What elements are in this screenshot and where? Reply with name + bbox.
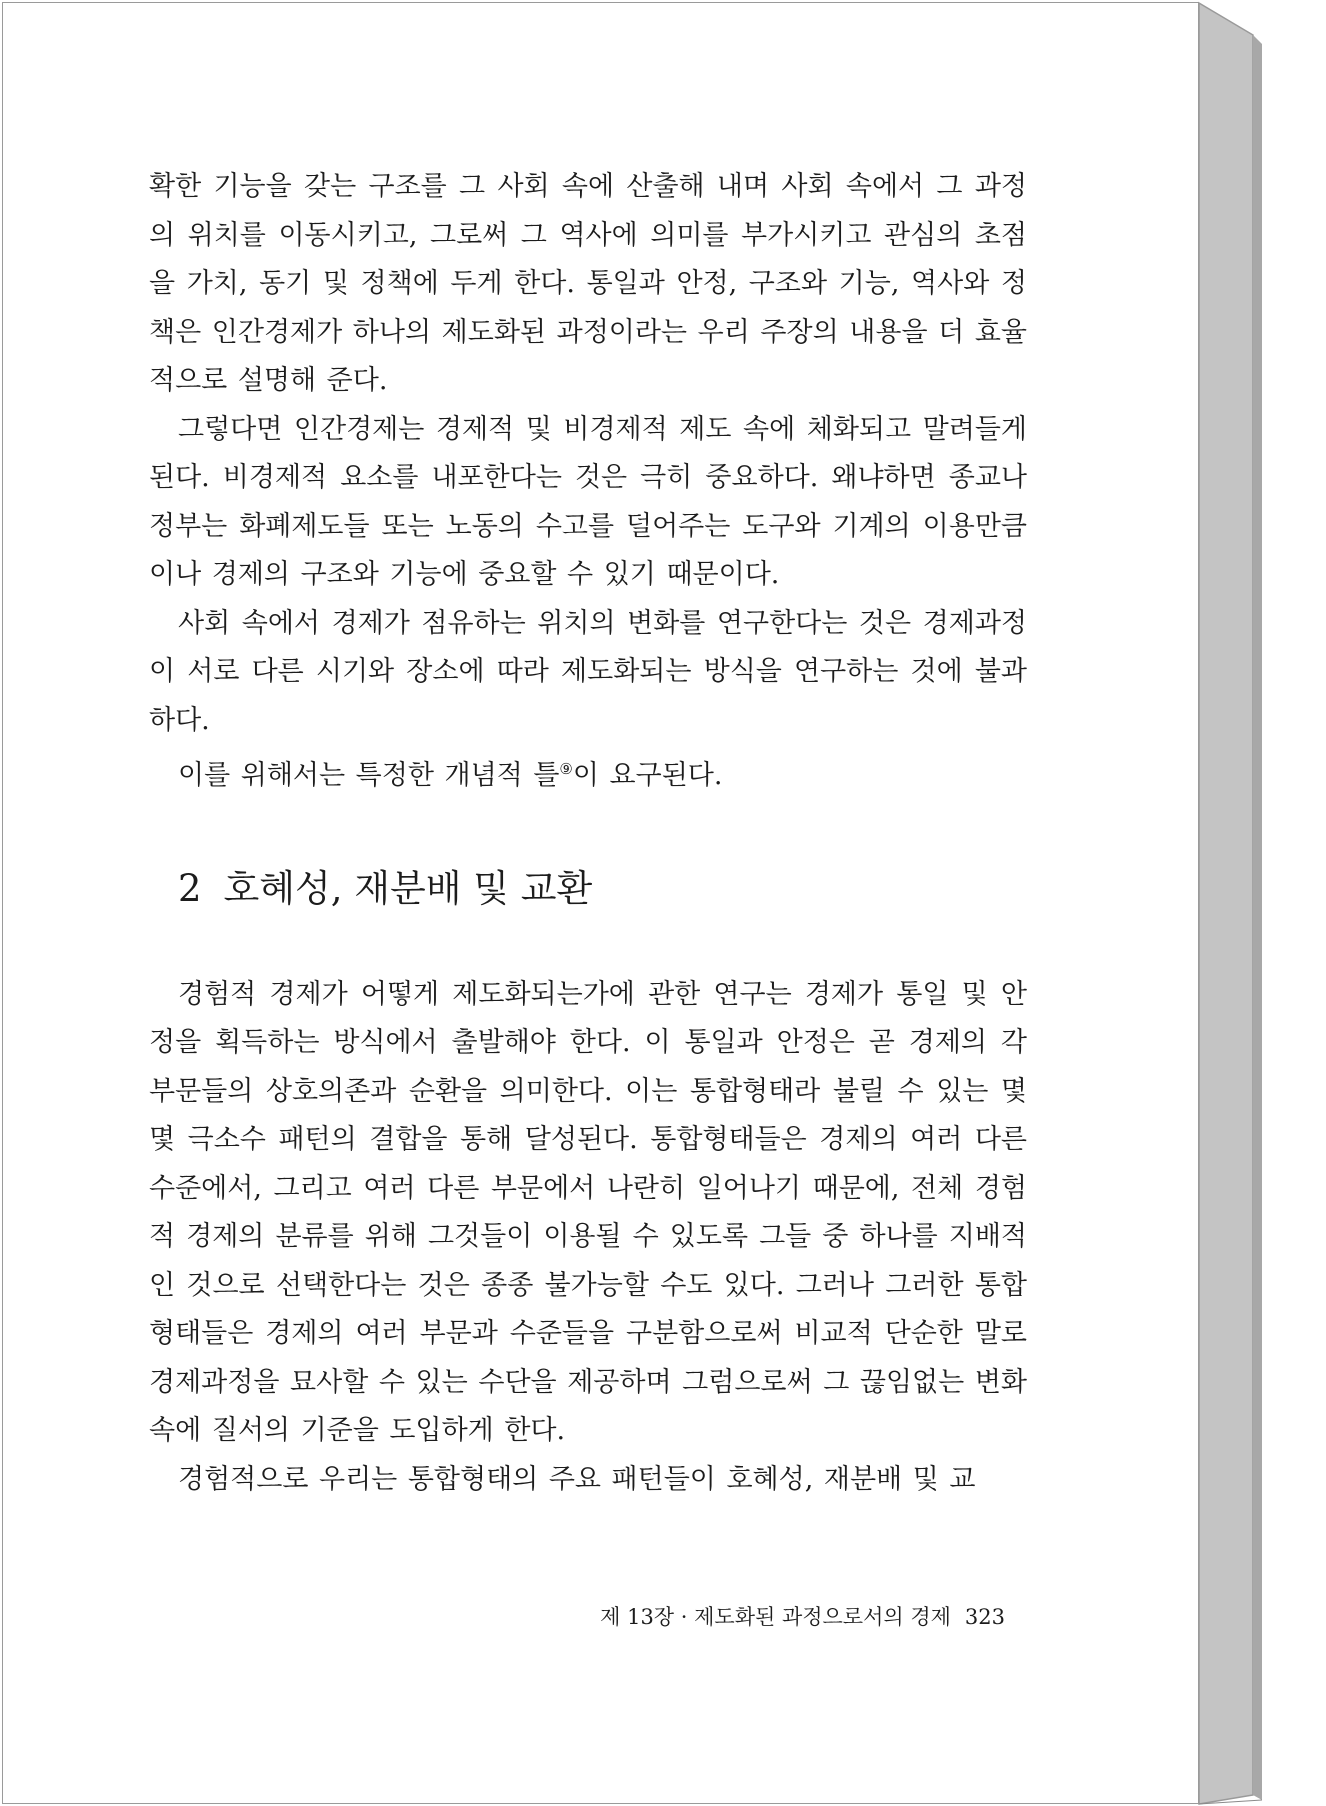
- heading-spacer: [149, 917, 1027, 971]
- page-number: 323: [964, 1605, 1005, 1629]
- running-title: 제 13장 · 제도화된 과정으로서의 경제: [600, 1605, 951, 1629]
- section-heading: [149, 861, 1027, 917]
- spine-face: [1199, 3, 1253, 1804]
- paragraph-1: 확한 기능을 갖는 구조를 그 사회 속에 산출해 내며 사회 속에서 그 과정의 위치를 이동시키고, 그로써 그 역사에 의미를 부가시키고 관심의 초점을 가치, 동기 및 정책에 두게 한다. 통일과 안정, 구조와 기능, 역사와 정책은 인간경제가 하나의 제도화된 과정이라는 우리 주장의 내용을 더 효율적으로 설명해 준다.: [149, 171, 1027, 396]
- paragraph-3: 사회 속에서 경제가 점유하는 위치의 변화를 연구한다는 것은 경제과정이 서로 다른 시기와 장소에 따라 제도화되는 방식을 연구하는 것에 불과하다.: [149, 607, 1027, 736]
- spine-shadow: [1253, 35, 1262, 1800]
- book-page: [2, 2, 1199, 1804]
- paragraph-4: [149, 745, 1027, 801]
- paragraph-5: 경험적 경제가 어떻게 제도화되는가에 관한 연구는 경제가 통일 및 안정을 획득하는 방식에서 출발해야 한다. 이 통일과 안정은 곧 경제의 각 부문들의 상호의존과 순환을 의미한다. 이는 통합형태라 불릴 수 있는 몇몇 극소수 패턴의 결합을 통해 달성된다. 통합형태들은 경제의 여러 다른 수준에서, 그리고 여러 다른 부문에서 나란히 일어나기 때문에, 전체 경험적 경제의 분류를 위해 그것들이 이용될 수 있도록 그들 중 하나를 지배적인 것으로 선택한다는 것은 종종 불가능할 수도 있다. 그러나 그러한 통합형태들은 경제의 여러 부문과 수준들을 구분함으로써 비교적 단순한 말로 경제과정을 묘사할 수 있는 수단을 제공하며 그럼으로써 그 끊임없는 변화 속에 질서의 기준을 도입하게 한다.: [149, 978, 1027, 1446]
- paragraph-2: 그렇다면 인간경제는 경제적 및 비경제적 제도 속에 체화되고 말려들게 된다. 비경제적 요소를 내포한다는 것은 극히 중요하다. 왜냐하면 종교나 정부는 화폐제도들 또는 노동의 수고를 덜어주는 도구와 기계의 이용만큼이나 경제의 구조와 기능에 중요할 수 있기 때문이다.: [149, 413, 1027, 590]
- footnote-marker: ⑨: [559, 760, 573, 778]
- paragraph-6: 경험적으로 우리는 통합형태의 주요 패턴들이 호혜성, 재분배 및 교: [178, 1463, 976, 1495]
- paragraph-4-text-start: 이를 위해서는 특정한 개념적 틀: [178, 760, 560, 791]
- section-title: 호혜성, 재분배 및 교환: [223, 866, 593, 910]
- page-body: [149, 163, 1027, 1504]
- paragraph-4-text-end: 이 요구된다.: [572, 760, 723, 791]
- section-number: 2: [178, 866, 202, 910]
- running-footer: [3, 1601, 1005, 1631]
- section-spacer: [149, 801, 1027, 861]
